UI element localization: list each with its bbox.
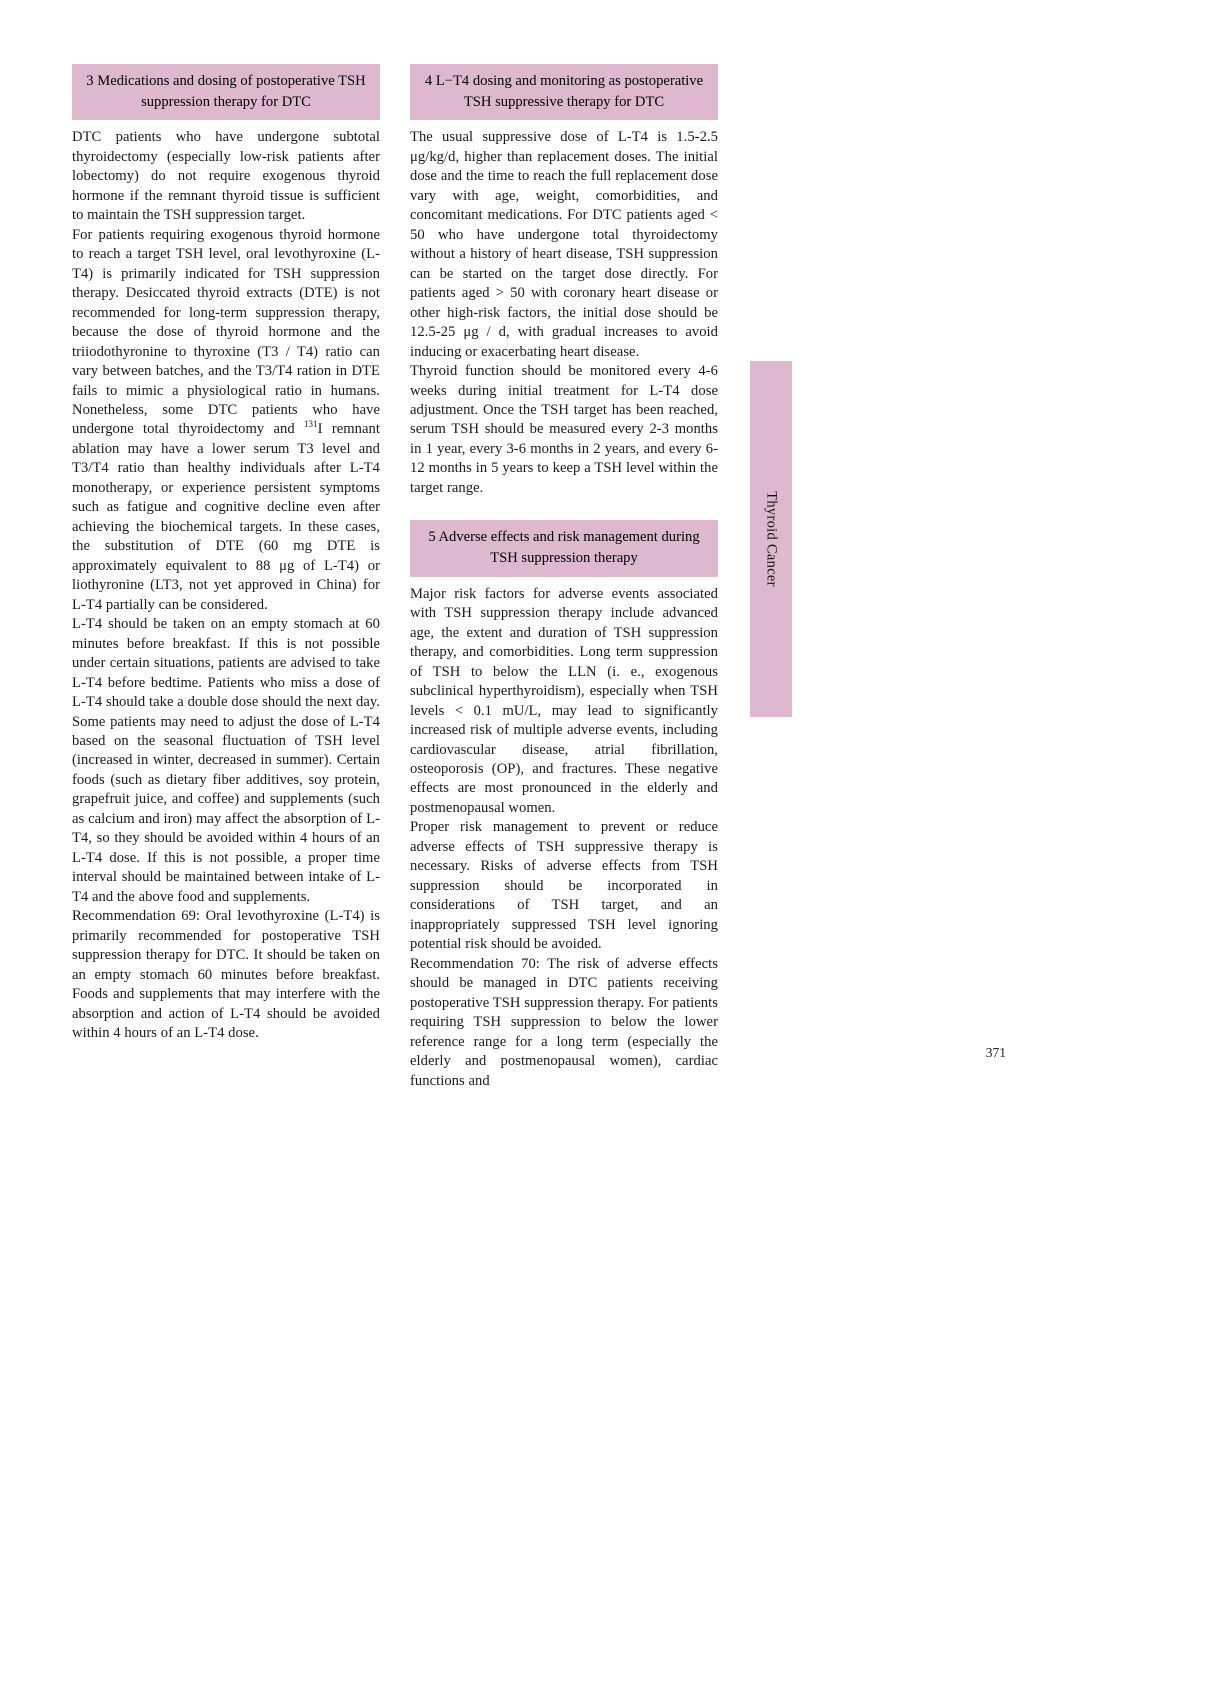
section-heading-3: 3 Medications and dosing of postoperative TSH suppression therapy for DTC bbox=[72, 64, 380, 120]
paragraph bbox=[72, 226, 380, 615]
right-column bbox=[410, 64, 718, 1091]
superscript-isotope: 131 bbox=[304, 419, 318, 430]
section-heading-4: 4 L−T4 dosing and monitoring as postoperative TSH suppressive therapy for DTC bbox=[410, 64, 718, 120]
running-side-tab bbox=[750, 361, 792, 717]
paragraph: Major risk factors for adverse events associated with TSH suppression therapy include advanced age, the extent and duration of TSH suppression therapy, and comorbidities. Long term suppression of TSH to below the LLN (i. e., exogenous subclinical hyperthyroidism), especially when TSH levels < 0.1 mU/L, may lead to significantly increased risk of multiple adverse events, including cardiovascular disease, atrial fibrillation, osteoporosis (OP), and fractures. These negative effects are most pronounced in the elderly and postmenopausal women. bbox=[410, 585, 718, 816]
paragraph: Thyroid function should be monitored every 4-6 weeks during initial treatment for L-T4 dose adjustment. Once the TSH target has been reached, serum TSH should be measured every 2-3 months in 1 year, every 3-6 months in 2 years, and every 6-12 months in 5 years to keep a TSH level within the target range. bbox=[410, 363, 718, 496]
paragraph-text-part2: I remnant ablation may have a lower serum T3 level and T3/T4 ratio than healthy individuals after L-T4 monotherapy, or experience persistent symptoms such as fatigue and cognitive decline even after achieving the biochemical targets. In these cases, the substitution of DTE (60 mg DTE is approximately equivalent to 88 μg of L-T4) or liothyronine (LT3, not yet approved in China) for L-T4 partially can be considered. bbox=[72, 421, 380, 613]
page-number: 371 bbox=[985, 1045, 1006, 1060]
left-column bbox=[72, 64, 380, 1043]
section-heading-5: 5 Adverse effects and risk management during TSH suppression therapy bbox=[410, 520, 718, 576]
paragraph-text-part1: For patients requiring exogenous thyroid hormone to reach a target TSH level, oral levothyroxine (L-T4) is primarily indicated for TSH suppression therapy. Desiccated thyroid extracts (DTE) is not recommended for long-term suppression therapy, because the dose of thyroid hormone and the triiodothyronine to thyroxine (T3 / T4) ratio can vary between batches, and the T3/T4 ration in DTE fails to mimic a physiological ratio in humans. Nonetheless, some DTC patients who have undergone total thyroidectomy and bbox=[72, 226, 380, 438]
paragraph: L-T4 should be taken on an empty stomach at 60 minutes before breakfast. If this is not possible under certain situations, patients are advised to take L-T4 before bedtime. Patients who miss a dose of L-T4 should take a double dose should the next day. Some patients may need to adjust the dose of L-T4 based on the seasonal fluctuation of TSH level (increased in winter, decreased in summer). Certain foods (such as dietary fiber additives, soy protein, grapefruit juice, and coffee) and supplements (such as calcium and iron) may affect the absorption of L-T4, so they should be avoided within 4 hours of an L-T4 dose. If this is not possible, a proper time interval should be maintained between intake of L-T4 and the above food and supplements. bbox=[72, 616, 380, 905]
paragraph: The usual suppressive dose of L-T4 is 1.5-2.5 μg/kg/d, higher than replacement doses. The initial dose and the time to reach the full replacement dose vary with age, weight, comorbidities, and concomitant medications. For DTC patients aged < 50 who have undergone total thyroidectomy without a history of heart disease, TSH suppression can be started on the target dose directly. For patients aged > 50 with coronary heart disease or other high-risk factors, the initial dose should be 12.5-25 μg / d, with gradual increases to avoid inducing or exacerbating heart disease. bbox=[410, 129, 718, 360]
recommendation-69: Recommendation 69: Oral levothyroxine (L-T4) is primarily recommended for postoperative TSH suppression therapy for DTC. It should be taken on an empty stomach 60 minutes before breakfast. Foods and supplements that may interfere with the absorption and action of L-T4 should be avoided within 4 hours of an L-T4 dose. bbox=[72, 908, 380, 1041]
paragraph: DTC patients who have undergone subtotal thyroidectomy (especially low-risk patients after lobectomy) do not require exogenous thyroid hormone if the remnant thyroid tissue is sufficient to maintain the TSH suppression target. bbox=[72, 129, 380, 224]
recommendation-70: Recommendation 70: The risk of adverse effects should be managed in DTC patients receiving postoperative TSH suppression therapy. For patients requiring TSH suppression to below the lower reference range for a long term (especially the elderly and postmenopausal women), cardiac functions and bbox=[410, 955, 718, 1089]
side-tab-label: Thyroid Cancer bbox=[763, 491, 780, 587]
paragraph: Proper risk management to prevent or reduce adverse effects of TSH suppressive therapy is necessary. Risks of adverse effects from TSH suppression should be incorporated in considerations of TSH target, and an inappropriately suppressed TSH level ignoring potential risk should be avoided. bbox=[410, 819, 718, 953]
